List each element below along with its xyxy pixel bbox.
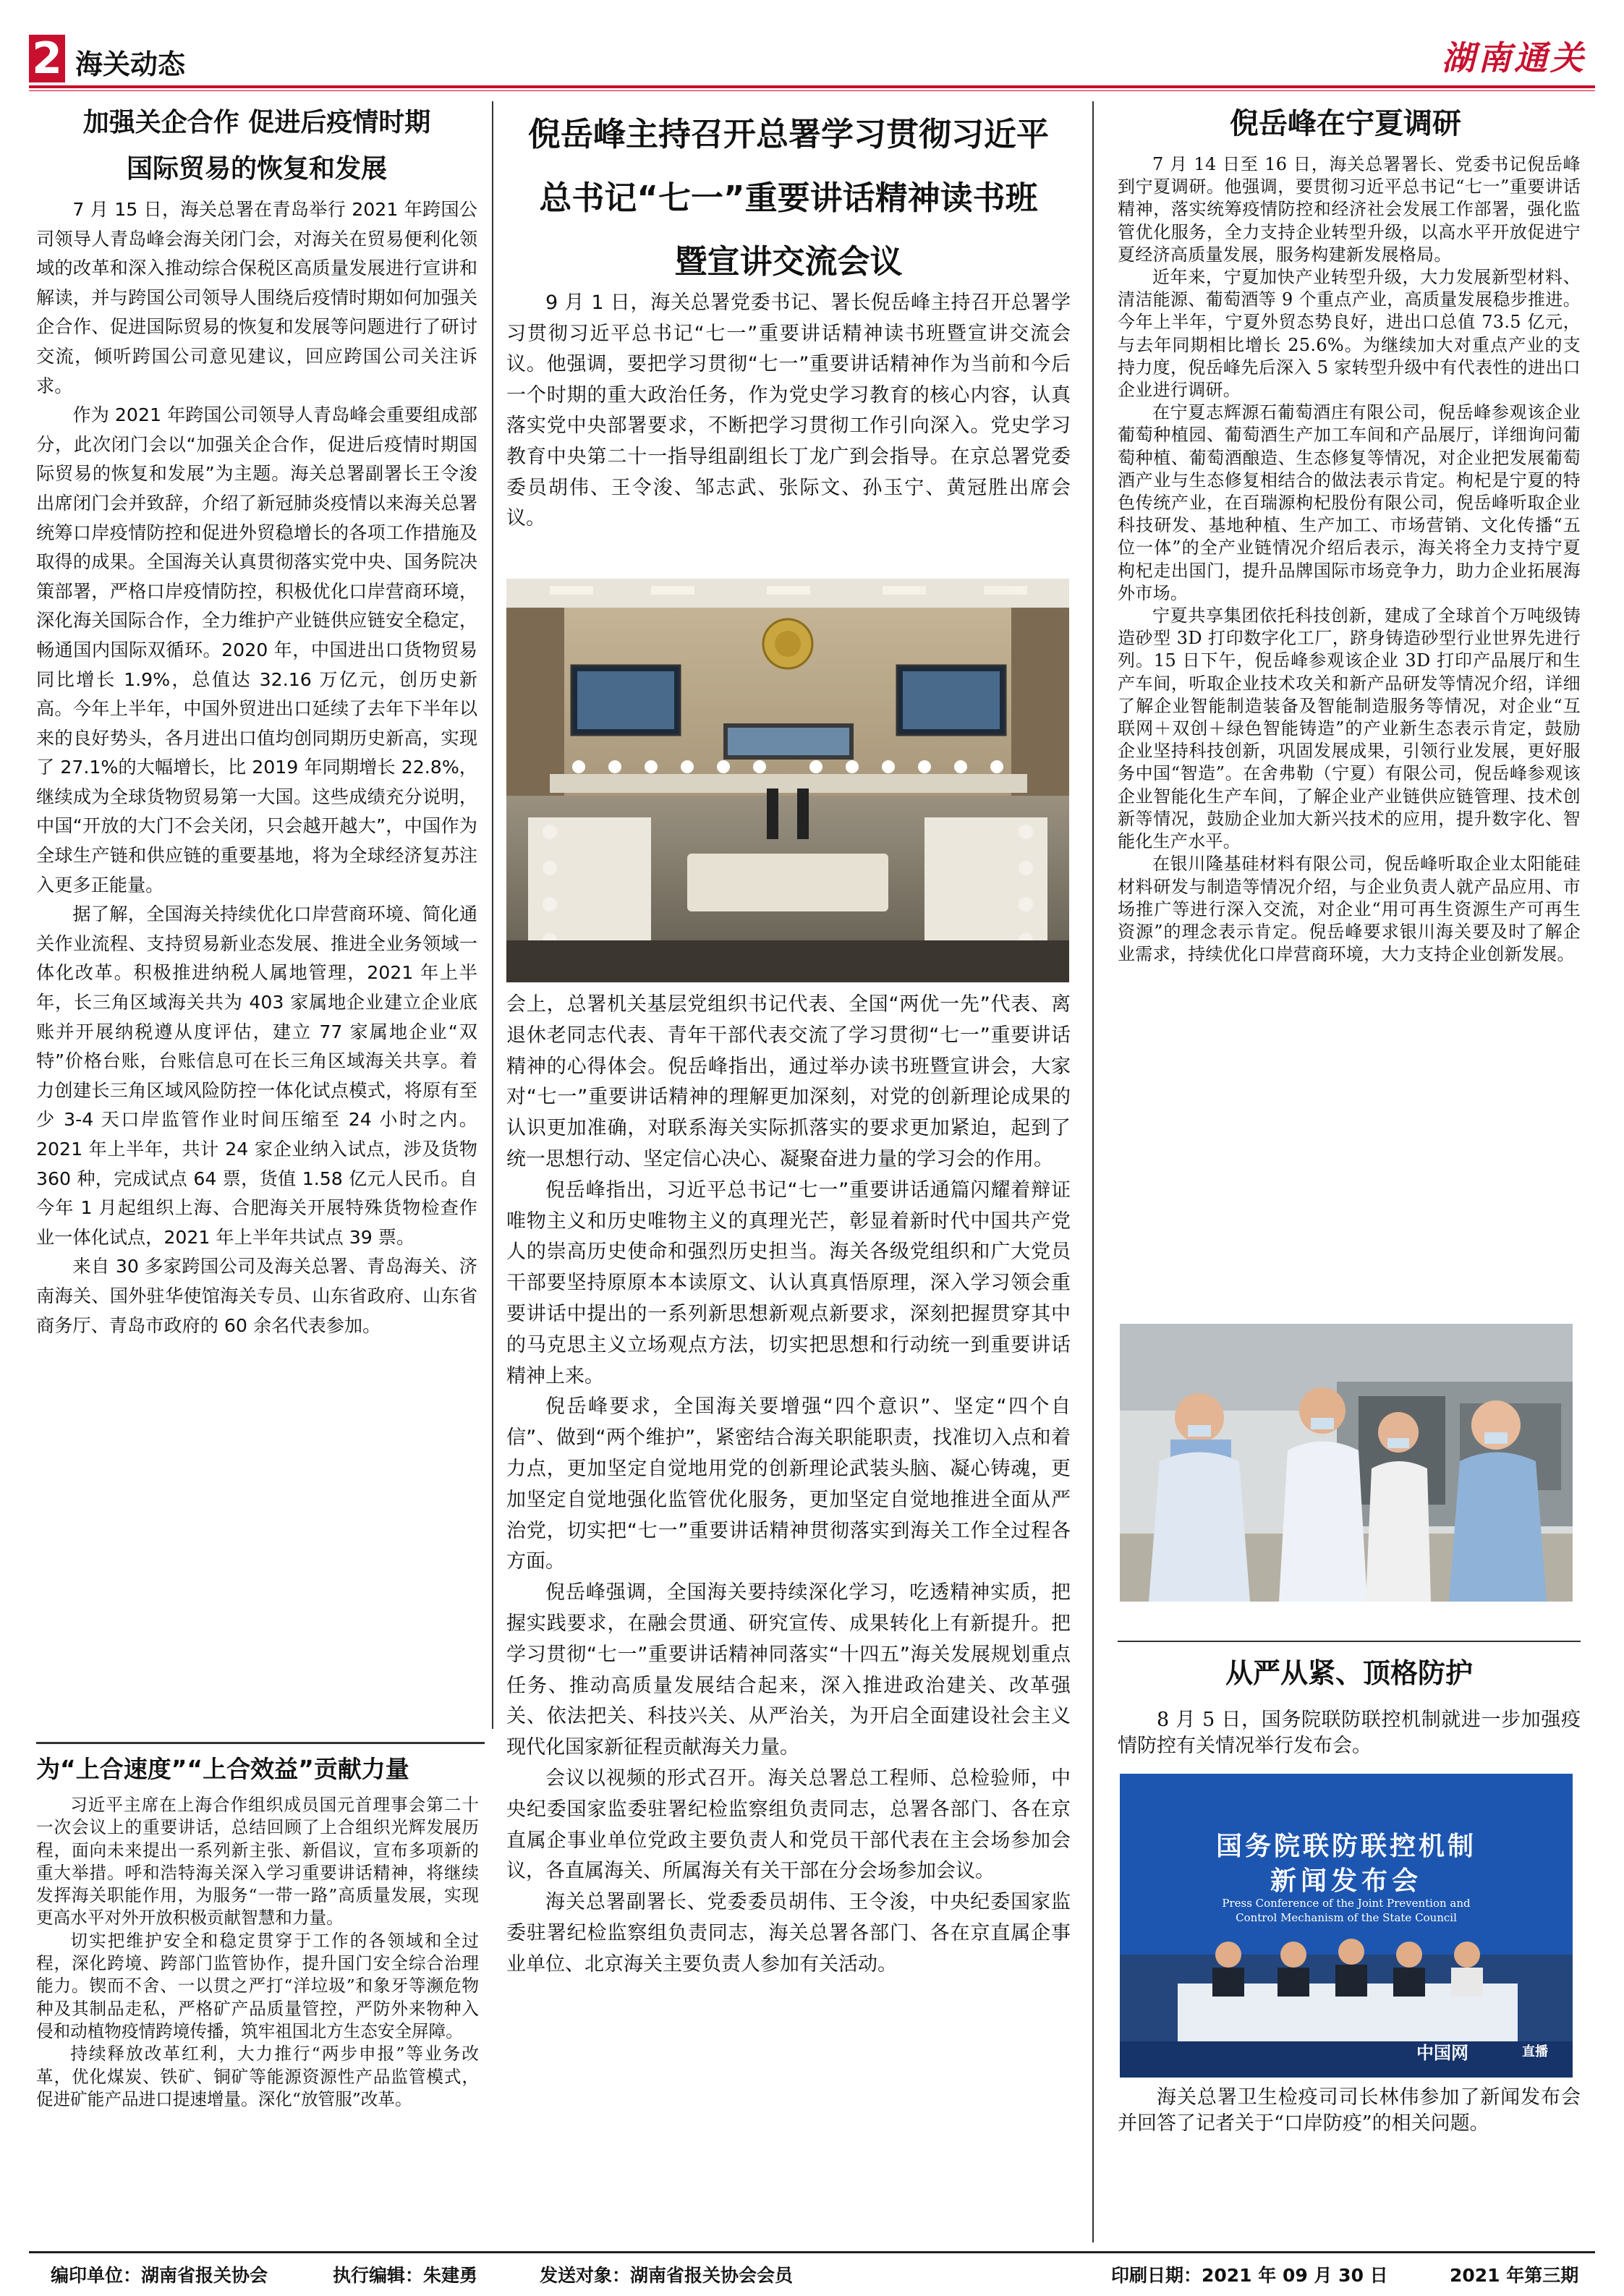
footer-rule bbox=[29, 2251, 1595, 2253]
col2-paragraph: 倪岳峰要求，全国海关要增强“四个意识”、坚定“四个自信”、做到“两个维护”，紧密结合海关职能职责，找准切入点和着力点，更加坚定自觉地用党的创新理论武装头脑、凝心铸魂，更加坚定自觉地强化监管优化服务，更加坚定自觉地推进全面从严治党，切实把“七一”重要讲话精神贯彻落实到海关工作全过程各方面。 bbox=[506, 1395, 1071, 1573]
press-conference-photo bbox=[1120, 1774, 1573, 2078]
col1-headline-line2: 国际贸易的恢复和发展 bbox=[126, 154, 387, 184]
col3-sub-headline: 从严从紧、顶格防护 bbox=[1225, 1657, 1473, 1689]
meeting-photo bbox=[506, 579, 1069, 982]
col3-paragraph: 7 月 14 日至 16 日，海关总署署长、党委书记倪岳峰到宁夏调研。他强调，要贯彻习近平总书记“七一”重要讲话精神，落实统筹疫情防控和经济社会发展工作部署，强化监管优化服务，全力支持企业转型升级，以高水平开放促进宁夏经济高质量发展，服务构建新发展格局。 bbox=[1118, 154, 1581, 265]
masthead-logo: 湖南通关 bbox=[1442, 38, 1586, 77]
col3-headline: 倪岳峰在宁夏调研 bbox=[1230, 107, 1461, 140]
page-number: 2 bbox=[29, 35, 65, 82]
footer-print-date: 印刷日期：2021 年 09 月 30 日 bbox=[1111, 2265, 1388, 2286]
section-name: 海关动态 bbox=[75, 48, 186, 80]
column-divider-left bbox=[492, 101, 493, 1729]
col1-headline-line1: 加强关企合作 促进后疫情时期 bbox=[82, 108, 431, 137]
col2-article-top bbox=[506, 288, 1071, 535]
col3-sub-article bbox=[1118, 1707, 1581, 1759]
column-divider-right bbox=[1092, 101, 1094, 2242]
factory-visit-photo bbox=[1120, 1324, 1573, 1602]
col2-headline-line1: 倪岳峰主持召开总署学习贯彻习近平 bbox=[527, 115, 1049, 153]
col1-sub-paragraph: 持续释放改革红利，大力推行“两步申报”等业务改革，优化煤炭、铁矿、铜矿等能源资源性产品监管模式，促进矿能产品进口提速增量。深化“放管服”改革。 bbox=[36, 2044, 479, 2109]
watermark-tag: 直播 bbox=[1522, 2044, 1548, 2059]
col2-headline bbox=[506, 103, 1071, 294]
footer-executive-editor: 执行编辑：朱建勇 bbox=[333, 2265, 478, 2286]
header-rule-thin bbox=[29, 90, 1595, 91]
banner-english-line1: Press Conference of the Joint Prevention and bbox=[1222, 1897, 1471, 1910]
col2-headline-line3: 暨宣讲交流会议 bbox=[674, 242, 903, 281]
col1-paragraph: 7 月 15 日，海关总署在青岛举行 2021 年跨国公司领导人青岛峰会海关闭门会，对海关在贸易便利化领域的改革和深入推动综合保税区高质量发展进行宣讲和解读，并与跨国公司领导人围绕后疫情时期如何加强关企合作、促进国际贸易的恢复和发展等问题进行了研讨交流，倾听跨国公司意见建议，回应跨国公司关注诉求。 bbox=[36, 199, 477, 396]
banner-title-line2: 新闻发布会 bbox=[1270, 1866, 1422, 1896]
footer-issue: 2021 年第三期 bbox=[1450, 2265, 1579, 2286]
press-conference-scene bbox=[1120, 1774, 1573, 2078]
watermark-logo: 中国网 bbox=[1416, 2043, 1468, 2063]
col3-paragraph: 在宁夏志辉源石葡萄酒庄有限公司，倪岳峰参观该企业葡萄种植园、葡萄酒生产加工车间和产品展厅，详细询问葡萄种植、葡萄酒酿造、生态修复等情况，对企业把发展葡萄酒产业与生态修复相结合的做法表示肯定。枸杞是宁夏的特色传统产业，在百瑞源枸杞股份有限公司，倪岳峰听取企业科技研发、基地种植、生产加工、市场营销、文化传播“五位一体”的全产业链情况介绍后表示，海关将全力支持宁夏枸杞走出国门，提升品牌国际市场竞争力，助力企业拓展海外市场。 bbox=[1118, 402, 1581, 603]
col1-article bbox=[36, 195, 477, 1340]
col1-paragraph: 作为 2021 年跨国公司领导人青岛峰会重要组成部分，此次闭门会以“加强关企合作，促进后疫情时期国际贸易的恢复和发展”为主题。海关总署副署长王令浚出席闭门会并致辞，介绍了新冠肺炎疫情以来海关总署统筹口岸疫情防控和促进外贸稳增长的各项工作措施及取得的成果。全国海关认真贯彻落实党中央、国务院决策部署，严格口岸疫情防控，积极优化口岸营商环境，深化海关国际合作，全力维护产业链供应链安全稳定，畅通国内国际双循环。2020 年，中国进出口货物贸易同比增长 1.9%，总值达 32.16 万亿元，创历史新高。今年上半年，中国外贸进出口延续了去年下半年以来的良好势头，各月进出口值均创同期历史新高，实现了 27.1%的大幅增长，比 2019 年同期增长 22.8%，继续成为全球货物贸易第一大国。这些成绩充分说明，中国“开放的大门不会关闭，只会越开越大”，中国作为全球生产链和供应链的重要基地，将为全球经济复苏注入更多正能量。 bbox=[36, 404, 477, 896]
col1-sub-paragraph: 习近平主席在上海合作组织成员国元首理事会第二十一次会议上的重要讲话，总结回顾了上合组织光辉发展历程，面向未来提出一系列新主张、新倡议，宣布多项新的重大举措。呼和浩特海关深入学习重要讲话精神，将继续发挥海关职能作用，为服务“一带一路”高质量发展，实现更高水平对外开放积极贡献智慧和力量。 bbox=[36, 1795, 479, 1929]
col1-sub-headline: 为“上合速度”“上合效益”贡献力量 bbox=[36, 1755, 409, 1783]
col2-paragraph: 9 月 1 日，海关总署党委书记、署长倪岳峰主持召开总署学习贯彻习近平总书记“七一”重要讲话精神读书班暨宣讲交流会议。他强调，要把学习贯彻“七一”重要讲话精神作为当前和今后一个时期的重大政治任务，作为党史学习教育的核心内容，认真落实党中央部署要求，不断把学习贯彻工作引向深入。党史学习教育中央第二十一指导组副组长丁龙广到会指导。在京总署党委委员胡伟、王令浚、邹志武、张际文、孙玉宁、黄冠胜出席会议。 bbox=[506, 292, 1071, 530]
col2-paragraph: 会上，总署机关基层党组织书记代表、全国“两优一先”代表、离退休老同志代表、青年干部代表交流了学习贯彻“七一”重要讲话精神的心得体会。倪岳峰指出，通过举办读书班暨宣讲会，大家对“七一”重要讲话精神的理解更加深刻，对党的创新理论成果的认识更加准确，对联系海关实际抓落实的要求更加紧迫，起到了统一思想行动、坚定信心决心、凝聚奋进力量的学习会的作用。 bbox=[506, 993, 1071, 1170]
col3-article bbox=[1118, 153, 1581, 966]
col1-headline bbox=[36, 100, 477, 192]
col2-paragraph: 倪岳峰指出，习近平总书记“七一”重要讲话通篇闪耀着辩证唯物主义和历史唯物主义的真理光芒，彰显着新时代中国共产党人的崇高历史使命和强烈历史担当。海关各级党组织和广大党员干部要坚持原原本本读原文、认认真真悟原理，深入学习领会重要讲话中提出的一系列新思想新观点新要求，深刻把握贯穿其中的马克思主义立场观点方法，切实把思想和行动统一到重要讲话精神上来。 bbox=[506, 1178, 1071, 1387]
col3-paragraph: 在银川隆基硅材料有限公司，倪岳峰听取企业太阳能硅材料研发与制造等情况介绍，与企业负责人就产品应用、市场推广等进行深入交流，对企业“用可再生资源生产可再生资源”的理念表示肯定。倪岳峰要求银川海关要及时了解企业需求，持续优化口岸营商环境，大力支持企业创新发展。 bbox=[1118, 854, 1581, 965]
photo-caption bbox=[1118, 2085, 1581, 2137]
header-rule bbox=[29, 85, 1595, 88]
col3-paragraph: 近年来，宁夏加快产业转型升级，大力发展新型材料、清洁能源、葡萄酒等 9 个重点产业，高质量发展稳步推进。今年上半年，宁夏外贸态势良好，进出口总值 73.5 亿元，与去年同期相比增长 25.6%。为继续加大对重点产业的支持力度，倪岳峰先后深入 5 家转型升级中有代表性的进出口企业进行调研。 bbox=[1118, 267, 1581, 401]
col1-sub-rule bbox=[36, 1742, 485, 1744]
col1-paragraph: 来自 30 多家跨国公司及海关总署、青岛海关、济南海关、国外驻华使馆海关专员、山东省政府、山东省商务厅、青岛市政府的 60 余名代表参加。 bbox=[36, 1256, 477, 1336]
banner-title-line1: 国务院联防联控机制 bbox=[1215, 1832, 1476, 1861]
col2-paragraph: 倪岳峰强调，全国海关要持续深化学习，吃透精神实质，把握实践要求，在融会贯通、研究宣传、成果转化上有新提升。把学习贯彻“七一”重要讲话精神同落实“十四五”海关发展规划重点任务、推动高质量发展结合起来，深入推进政治建关、改革强关、依法把关、科技兴关、从严治关，为开启全面建设社会主义现代化国家新征程贡献海关力量。 bbox=[506, 1581, 1071, 1759]
col1-sub-paragraph: 切实把维护安全和稳定贯穿于工作的各领域和全过程，深化跨境、跨部门监管协作，提升国门安全综合治理能力。锲而不舍、一以贯之严打“洋垃圾”和象牙等濒危物种及其制品走私，严格矿产品质量管控，严防外来物种入侵和动植物疫情跨境传播，筑牢祖国北方生态安全屏障。 bbox=[36, 1930, 479, 2041]
col3-section-rule bbox=[1118, 1641, 1581, 1642]
footer-recipients: 发送对象：湖南省报关协会会员 bbox=[540, 2265, 794, 2286]
col1-sub-article bbox=[36, 1794, 479, 2111]
footer-editor-unit: 编印单位：湖南省报关协会 bbox=[51, 2265, 268, 2286]
col2-article-bottom bbox=[506, 990, 1071, 1981]
col2-paragraph: 会议以视频的形式召开。海关总署总工程师、总检验师，中央纪委国家监委驻署纪检监察组负责同志，总署各部门、各在京直属企事业单位党政主要负责人和党员干部代表在主会场参加会议，各直属海关、所属海关有关干部在分会场参加会议。 bbox=[506, 1766, 1071, 1883]
col2-paragraph: 海关总署副署长、党委委员胡伟、王令浚，中央纪委国家监委驻署纪检监察组负责同志，海关总署各部门、各在京直属企事业单位、北京海关主要负责人参加有关活动。 bbox=[506, 1891, 1071, 1976]
banner-english-line2: Control Mechanism of the State Council bbox=[1236, 1911, 1457, 1924]
col2-headline-line2: 总书记“七一”重要讲话精神读书班 bbox=[539, 179, 1038, 217]
col1-paragraph: 据了解，全国海关持续优化口岸营商环境、简化通关作业流程、支持贸易新业态发展、推进全业务领域一体化改革。积极推进纳税人属地管理，2021 年上半年，长三角区域海关共为 403 家属地企业建立企业底账并开展纳税遵从度评估，建立 77 家属地企业“双特”价格台账，台账信息可在长三角区域海关共享。着力创建长三角区域风险防控一体化试点模式，将原有至少 3-4 天口岸监管作业时间压缩至 24 小时之内。2021 年上半年，共计 24 家企业纳入试点，涉及货物 360 种，完成试点 64 票，货值 1.58 亿元人民币。自今年 1 月起组织上海、合肥海关开展特殊货物检查作业一体化试点，2021 年上半年共试点 39 票。 bbox=[36, 903, 477, 1248]
caption-text: 海关总署卫生检疫司司长林伟参加了新闻发布会并回答了记者关于“口岸防疫”的相关问题。 bbox=[1118, 2086, 1581, 2135]
col3-sub-paragraph: 8 月 5 日，国务院联防联控机制就进一步加强疫情防控有关情况举行发布会。 bbox=[1118, 1709, 1581, 1757]
col3-paragraph: 宁夏共享集团依托科技创新，建成了全球首个万吨级铸造砂型 3D 打印数字化工厂，跻身铸造砂型行业世界先进行列。15 日下午，倪岳峰参观该企业 3D 打印产品展厅和生产车间，听取企业技术攻关和新产品研发等情况介绍，详细了解企业智能制造装备及智能制造服务等情况，对企业“互联网＋双创＋绿色智能铸造”的产业新生态表示肯定，鼓励企业坚持科技创新，巩固发展成果，引领行业发展，更好服务中国“智造”。在舍弗勒（宁夏）有限公司，倪岳峰参观该企业智能化生产车间，了解企业产业链供应链管理、技术创新等情况，鼓励企业加大新兴技术的应用，提升数字化、智能化生产水平。 bbox=[1118, 605, 1581, 852]
